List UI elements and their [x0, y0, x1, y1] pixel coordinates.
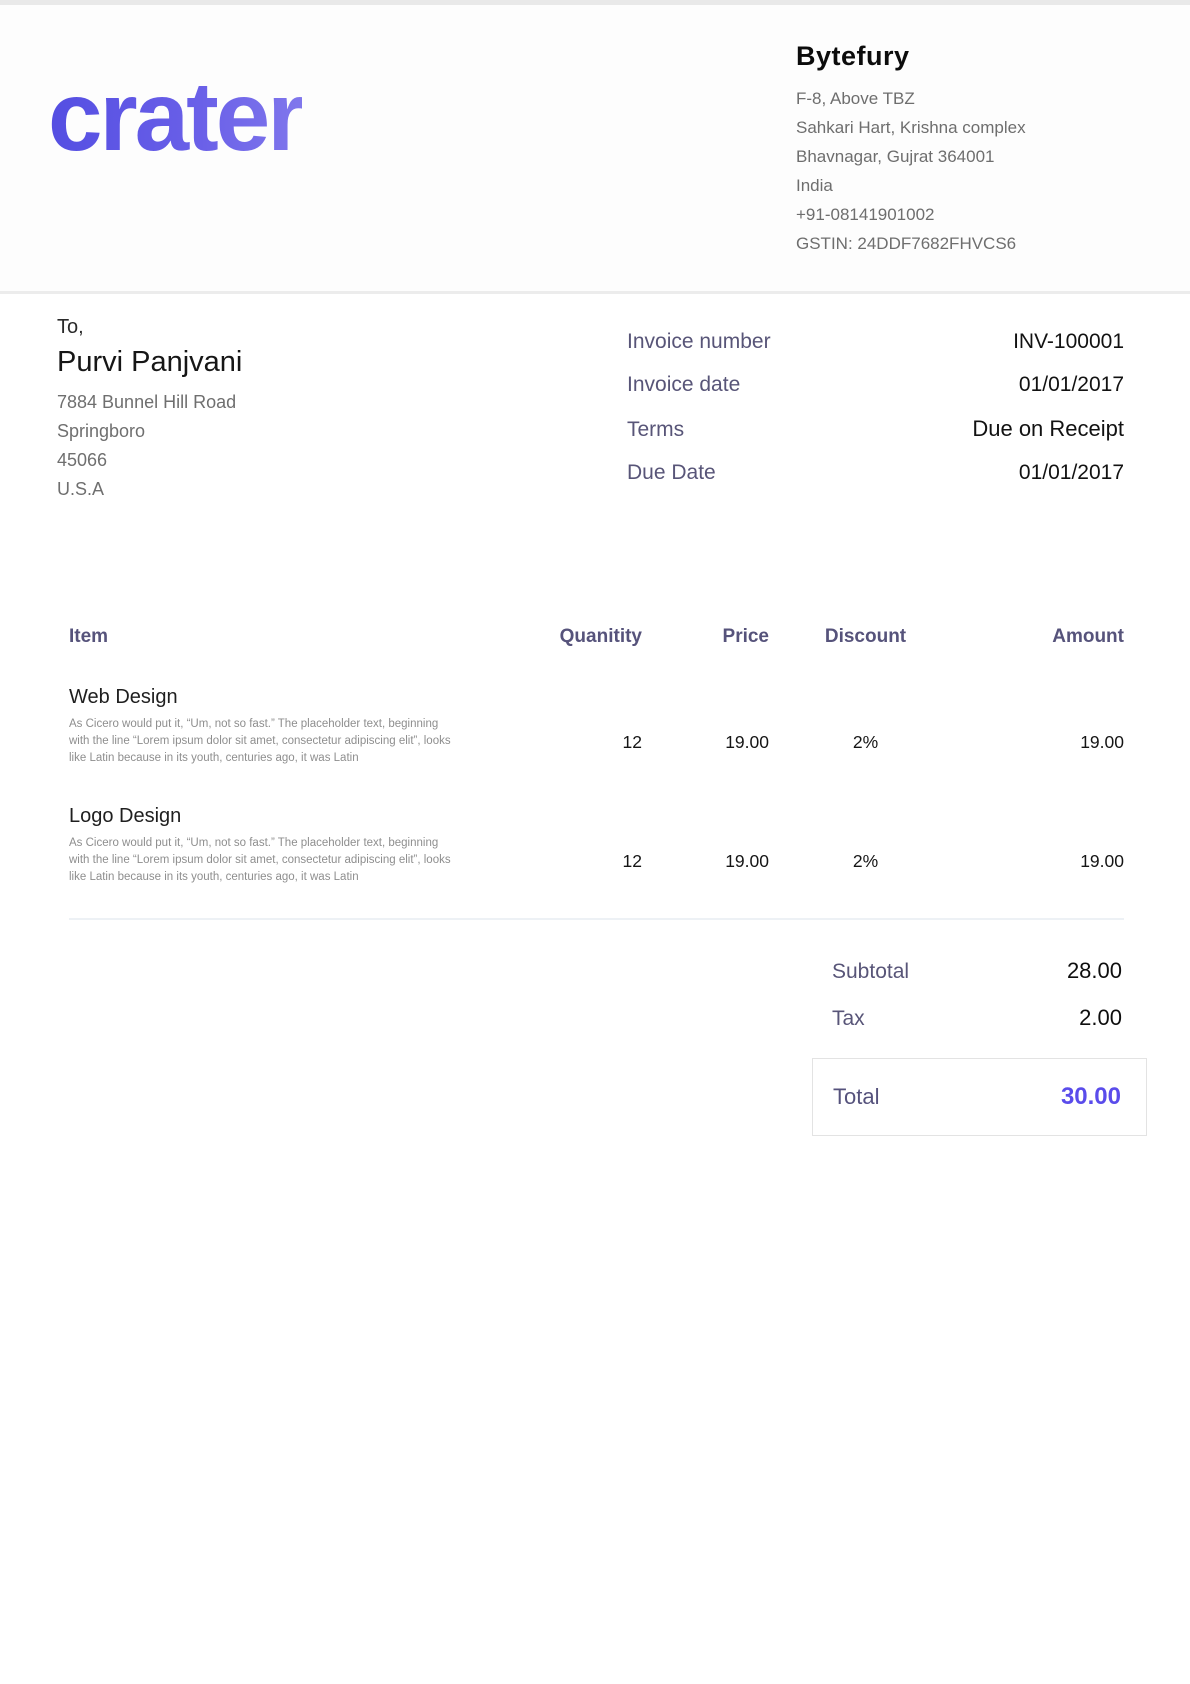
- customer-address-line: 45066: [57, 450, 108, 470]
- invoice-date-value: 01/01/2017: [1018, 373, 1124, 396]
- items-table-header: [69, 626, 1124, 648]
- terms-value: Due on Receipt: [972, 416, 1124, 441]
- seller-info: [796, 41, 1126, 291]
- item-quantity: 12: [622, 732, 642, 752]
- item-discount: 2%: [852, 851, 879, 871]
- due-date-value: 01/01/2017: [1018, 461, 1124, 484]
- seller-name: Bytefury: [796, 41, 910, 71]
- item-name: Logo Design: [69, 805, 182, 827]
- item-quantity: 12: [622, 851, 642, 871]
- due-date-row: [627, 461, 1124, 485]
- table-bottom-divider: [69, 918, 1124, 920]
- item-amount: 19.00: [1080, 732, 1124, 752]
- item-description: As Cicero would put it, “Um, not so fast.” The placeholder text, beginning with the line “Lorem ipsum dolor sit amet, consectetur adipiscing elit”, looks like Latin because in its youth, centuries ago, it was Latin: [69, 718, 451, 764]
- column-header-item: Item: [69, 626, 109, 647]
- subtotal-label: Subtotal: [832, 960, 910, 983]
- tax-row: [812, 1005, 1147, 1031]
- column-header-price: Price: [722, 626, 769, 647]
- invoice-number-row: [627, 330, 1124, 354]
- item-amount: 19.00: [1080, 851, 1124, 871]
- item-name: Web Design: [69, 686, 178, 708]
- column-header-quantity: Quanitity: [559, 626, 642, 647]
- tax-label: Tax: [832, 1007, 865, 1030]
- column-header-amount: Amount: [1052, 626, 1124, 647]
- customer-address: [57, 388, 242, 504]
- table-row: [69, 686, 1124, 767]
- item-cell: [69, 686, 460, 767]
- item-discount: 2%: [852, 732, 879, 752]
- seller-address-line: Bhavnagar, Gujrat 364001: [796, 147, 995, 166]
- invoice-header: [0, 5, 1190, 294]
- total-value: 30.00: [1060, 1083, 1121, 1110]
- seller-address-line: India: [796, 176, 833, 195]
- seller-phone: +91-08141901002: [796, 205, 935, 224]
- item-description: As Cicero would put it, “Um, not so fast.” The placeholder text, beginning with the line “Lorem ipsum dolor sit amet, consectetur adipiscing elit”, looks like Latin because in its youth, centuries ago, it was Latin: [69, 837, 451, 883]
- invoice-meta: [627, 330, 1124, 504]
- totals-section: [812, 958, 1147, 1136]
- total-label: Total: [833, 1084, 880, 1109]
- seller-address-line: F-8, Above TBZ: [796, 89, 915, 108]
- invoice-date-row: [627, 373, 1124, 397]
- seller-address-line: Sahkari Hart, Krishna complex: [796, 118, 1026, 137]
- total-box: [812, 1058, 1147, 1136]
- bill-to-block: [57, 316, 242, 504]
- item-cell: [69, 805, 460, 886]
- customer-name: Purvi Panjvani: [57, 346, 243, 378]
- subtotal-row: [812, 958, 1147, 984]
- seller-address: [796, 84, 1126, 258]
- column-header-discount: Discount: [824, 626, 907, 647]
- invoice-number-label: Invoice number: [627, 330, 771, 353]
- item-price: 19.00: [725, 851, 769, 871]
- terms-row: [627, 416, 1124, 442]
- terms-label: Terms: [627, 418, 685, 441]
- customer-address-line: U.S.A: [57, 479, 105, 499]
- table-row: [69, 805, 1124, 886]
- item-price: 19.00: [725, 732, 769, 752]
- items-table: [0, 626, 1190, 886]
- tax-value: 2.00: [1079, 1005, 1122, 1030]
- invoice-date-label: Invoice date: [627, 373, 741, 396]
- billing-section: [0, 294, 1190, 504]
- customer-address-line: Springboro: [57, 421, 146, 441]
- customer-address-line: 7884 Bunnel Hill Road: [57, 392, 237, 412]
- crater-logo: crater: [48, 61, 303, 171]
- due-date-label: Due Date: [627, 461, 716, 484]
- invoice-number-value: INV-100001: [1013, 330, 1124, 353]
- seller-gstin: GSTIN: 24DDF7682FHVCS6: [796, 234, 1017, 253]
- subtotal-value: 28.00: [1066, 958, 1122, 983]
- bill-to-label: To,: [57, 316, 84, 338]
